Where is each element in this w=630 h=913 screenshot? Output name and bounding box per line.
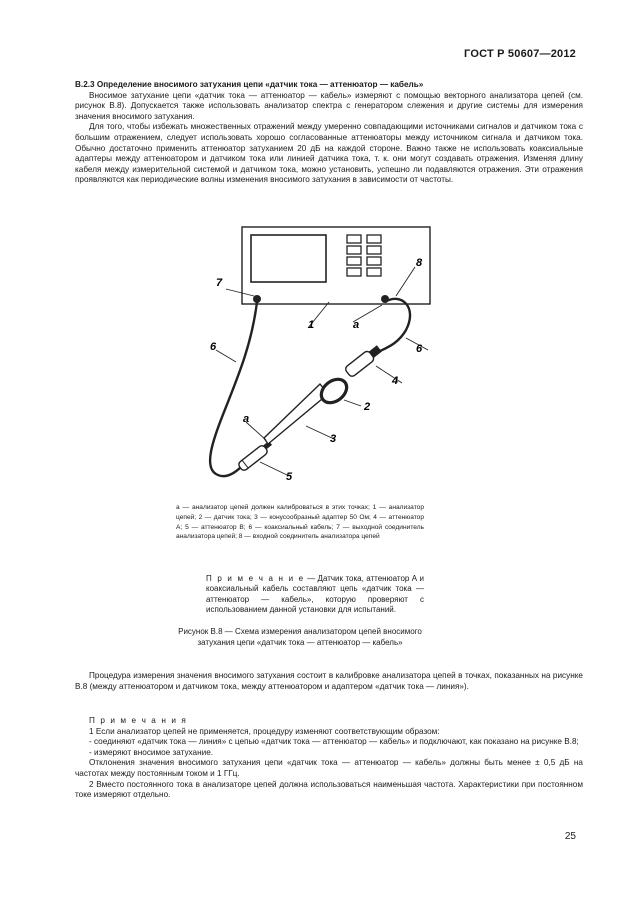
figure-legend: a — анализатор цепей должен калиброваться в этих точках; 1 — анализатор цепей; 2 — датчик тока; 3 — конусообразный адаптер 50 Ом; 4 — аттенюатор А; 5 — аттенюатор В; 6 — коаксиальный кабель; 7 — выходной соединитель анализатора цепей; 8 — входной соединитель анализатора цепей	[176, 504, 424, 541]
paragraph-1: Вносимое затухание цепи «датчик тока — аттенюатор — кабель» измеряют с помощью векторного анализатора цепей (см. рисунок В.8). Допускается также использовать анализатор спектра с генератором слежения и другие системы для измерения значения вносимого затухания.	[75, 90, 583, 121]
label-5: 5	[286, 471, 293, 483]
output-connector	[253, 295, 261, 303]
notes-heading: П р и м е ч а н и я	[89, 716, 188, 725]
label-7: 7	[216, 277, 223, 289]
cone-adapter	[264, 384, 328, 444]
note-1: 1 Если анализатор цепей не применяется, процедуру изменяют соответствующим образом:	[89, 726, 440, 736]
figure-note	[176, 574, 424, 616]
attenuator-a	[344, 344, 383, 378]
analyzer-screen	[251, 235, 326, 282]
label-6-right: 6	[416, 343, 423, 355]
procedure-text: Процедура измерения значения вносимого затухания состоит в калибровке анализатора цепей в точках, показанных на рисунке В.8 (между аттенюатором и датчиком тока, между аттенюатором и адаптером «датчик тока — линия»).	[75, 671, 583, 691]
notes-block	[75, 716, 583, 801]
procedure-block	[75, 671, 583, 692]
note-2: 2 Вместо постоянного тока в анализаторе цепей должна использоваться наименьшая частота. Характеристики при постоянном токе измеряют отдельно.	[75, 779, 583, 800]
standard-header: ГОСТ Р 50607—2012	[464, 48, 576, 60]
coaxial-cable-left	[210, 302, 257, 476]
measurement-diagram	[196, 222, 456, 492]
label-6-left: 6	[210, 341, 217, 353]
label-8: 8	[416, 257, 423, 269]
figure-caption: Рисунок В.8 — Схема измерения анализатором цепей вносимого затухания цепи «датчик тока — аттенюатор — кабель»	[178, 627, 422, 647]
label-a-right: a	[353, 319, 360, 331]
figure-note-label: П р и м е ч а н и е	[206, 574, 305, 583]
label-4: 4	[392, 375, 399, 387]
label-3: 3	[330, 433, 337, 445]
note-1c: Отклонения значения вносимого затухания цепи «датчик тока — аттенюатор — кабель» должны быть менее ± 0,5 дБ на частотах между постоянным током и 1 ГГц.	[75, 758, 583, 778]
current-probe	[317, 375, 351, 408]
diagram-svg	[196, 222, 456, 492]
figure-note-text: — Датчик тока, аттенюатор А и коаксиальный кабель составляют цепь «датчик тока — аттенюатор — кабель», которую проверяют с использованием данной установки для испытаний.	[206, 574, 424, 615]
page-number: 25	[564, 831, 576, 842]
label-2: 2	[364, 401, 371, 413]
section-text	[75, 80, 583, 186]
paragraph-2: Для того, чтобы избежать множественных отражений между умеренно совпадающими источниками сигналов и датчиком тока с большим отражением, следует использовать хорошо согласованные аттенюаторы между источником сигнала и датчиком тока. Обычно достаточно применить аттенюатор затуханием 20 дБ на каждой стороне. Важно также не использовать коаксиальные адаптеры между аттенюатором и датчиком тока или линией датчика тока, т. к. они могут создавать отражения. Изменяя длину кабеля между измерительной системой и датчиком тока, можно установить, успешно ли подавляются отражения. Эти отражения проявляются как периодические волны изменения вносимого затухания в зависимости от частоты.	[75, 122, 583, 185]
coaxial-cable-right	[378, 299, 410, 352]
label-a-left: a	[243, 413, 250, 425]
note-1b: - измеряют вносимое затухание.	[89, 747, 214, 757]
attenuator-b	[237, 444, 268, 472]
note-1a: - соединяют «датчик тока — линия» с цепью «датчик тока — аттенюатор — кабель» и подключают, как показано на рисунке В.8;	[89, 737, 579, 747]
label-1: 1	[308, 319, 315, 331]
section-title: В.2.3 Определение вносимого затухания цепи «датчик тока — аттенюатор — кабель»	[75, 80, 424, 89]
